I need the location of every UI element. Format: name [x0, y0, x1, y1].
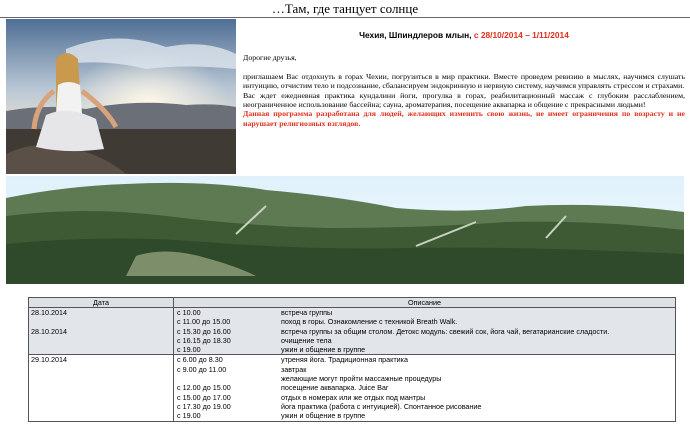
row-time: с 11.00 до 15.00 — [174, 317, 280, 326]
schedule-table — [28, 297, 676, 422]
row-date — [29, 374, 174, 383]
page-title: …Там, где танцует солнце — [271, 1, 419, 16]
row-time: с 9.00 до 11.00 — [177, 364, 227, 374]
schedule-row — [29, 402, 676, 411]
row-date: 28.10.2014 — [29, 308, 174, 318]
intro-notice: Данная программа разработана для людей, желающих изменить свою жизнь, не имеет ограничения по возрасту и не нарушает религиозных взглядов. — [243, 109, 685, 128]
description-column-header: Описание — [174, 298, 676, 308]
row-description: встреча группы за общим столом. Детокс модуль: свежий сок, йога чай, вегатарианские сладости. — [279, 327, 676, 336]
schedule-row — [29, 308, 676, 318]
greeting: Дорогие друзья, — [243, 53, 297, 63]
schedule-row — [29, 393, 676, 402]
row-time: с 12.00 до 15.00 — [177, 383, 231, 393]
row-time: с 6.00 до 8.30 — [174, 355, 280, 365]
row-date — [29, 411, 174, 421]
row-description: отдых в номерах или же отдых под мантры — [279, 393, 676, 402]
row-description: встреча группы — [279, 308, 676, 318]
intro-paragraph-2: Вас ждет ежедневная практика кундалини йоги, прогулка в горах, реабилитационный массаж с глубоким расслаблением, неограниченное использование бассейна; сауна, ароматерапия, посещение аквапарка и общение с прекрасными людьми! — [243, 90, 685, 110]
schedule-row — [29, 355, 676, 365]
row-time: с 16.15 до 18.30 — [174, 336, 280, 345]
row-time: с 15.30 до 16.00 — [174, 327, 280, 336]
row-date — [29, 336, 174, 345]
row-date: 29.10.2014 — [29, 355, 174, 365]
date-column-header: Дата — [29, 298, 174, 308]
row-description: завтрак — [279, 365, 676, 374]
row-time: с 17.30 до 19.00 — [177, 401, 231, 411]
schedule-row — [29, 317, 676, 326]
row-time: с 15.00 до 17.00 — [177, 392, 231, 402]
row-time: с 19.00 — [174, 345, 280, 355]
row-date — [29, 402, 174, 411]
row-date — [29, 317, 174, 326]
schedule-row — [29, 374, 676, 383]
row-description: поход в горы. Ознакомление с техникой Breath Walk. — [279, 317, 676, 326]
row-description: очищение тела — [279, 336, 676, 345]
row-description: йога практика (работа с интуицией). Спонтанное рисование — [279, 402, 676, 411]
event-place: Чехия, Шпиндлеров млын, — [359, 30, 472, 40]
row-description: посещение аквапарка. Juice Bar — [279, 383, 676, 392]
page-header — [0, 0, 690, 18]
schedule-row — [29, 411, 676, 421]
schedule-header-row — [29, 298, 676, 308]
event-subtitle — [243, 31, 685, 40]
row-time — [174, 374, 280, 383]
row-date — [29, 393, 174, 402]
row-description: желающие могут пройти массажные процедуры — [279, 374, 676, 383]
row-description: ужин и общение в группе — [279, 411, 676, 421]
mountain-panorama — [6, 176, 684, 284]
row-description: ужин и общение в группе — [279, 345, 676, 355]
intro-text — [243, 19, 685, 174]
schedule-row — [29, 383, 676, 392]
row-date: 28.10.2014 — [29, 327, 174, 336]
row-date — [29, 365, 174, 374]
event-dates: с 28/10/2014 – 1/11/2014 — [473, 30, 569, 40]
row-date — [29, 383, 174, 392]
intro-paragraph-1: приглашаем Вас отдохнуть в горах Чехии, погрузиться в мир практики. Вместе проведем ревизию в мыслях, научимся слушать интуицию, отчистим тело и подсознание, сбалансируем эндокринную и нервную систему, научимся управлять стрессом и страхами. — [243, 71, 685, 91]
schedule-row — [29, 345, 676, 355]
row-time: с 19.00 — [174, 411, 280, 421]
schedule-row — [29, 336, 676, 345]
row-description: утреняя йога. Традиционная практика — [279, 355, 676, 365]
row-date — [29, 345, 174, 355]
row-time: с 10.00 — [174, 308, 280, 318]
schedule-row — [29, 365, 676, 374]
schedule-row — [29, 327, 676, 336]
yoga-photo — [6, 19, 236, 174]
